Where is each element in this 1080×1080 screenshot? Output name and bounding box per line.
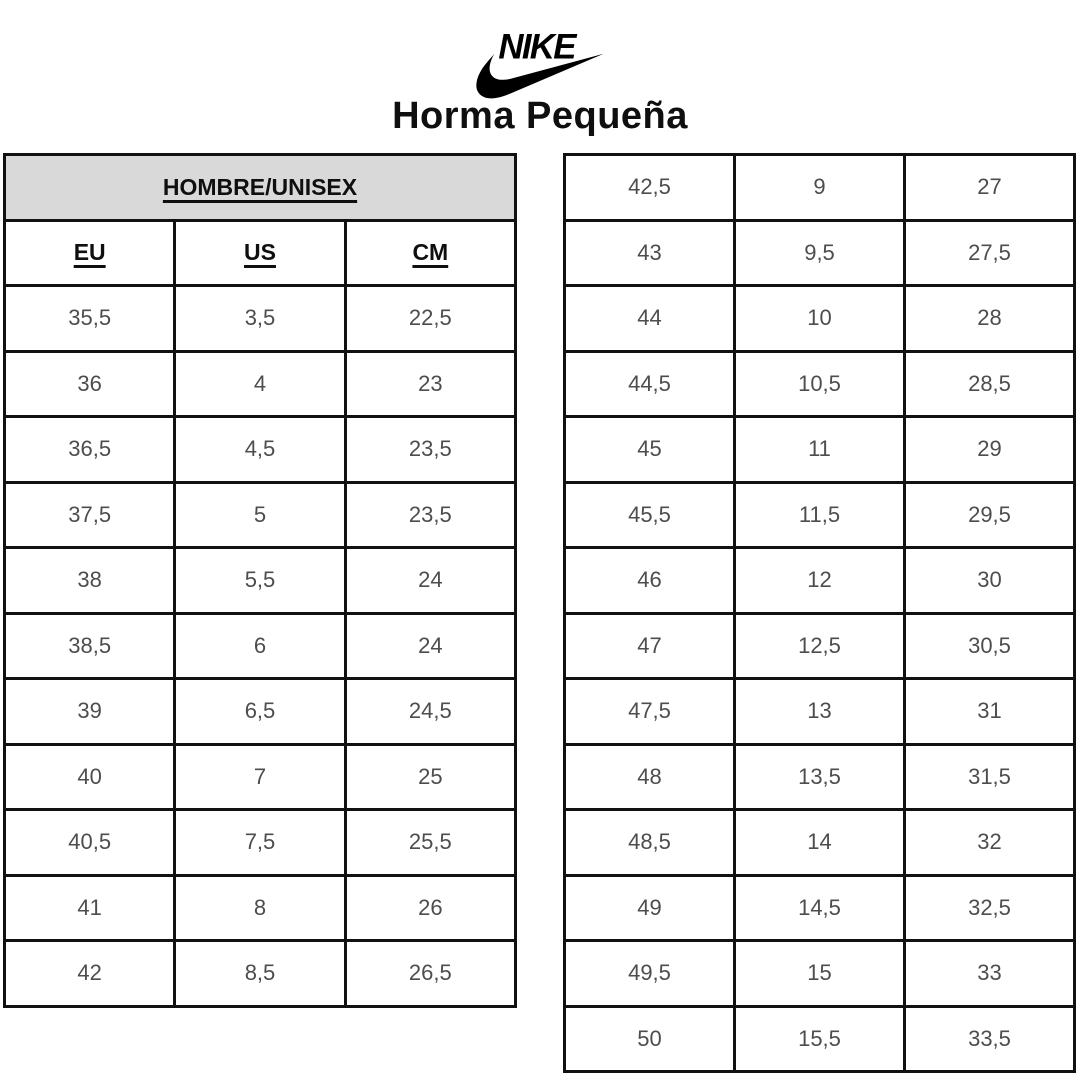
size-cell: 7,5 <box>175 810 345 876</box>
size-row <box>5 417 516 483</box>
size-cell: 36,5 <box>5 417 175 483</box>
size-cell: 13 <box>735 679 905 745</box>
size-row <box>5 875 516 941</box>
size-cell: 12 <box>735 548 905 614</box>
size-cell: 40 <box>5 744 175 810</box>
column-header-us <box>175 220 345 286</box>
size-cell: 30 <box>905 548 1075 614</box>
size-table-left <box>3 153 517 1008</box>
size-cell: 38,5 <box>5 613 175 679</box>
size-cell: 38 <box>5 548 175 614</box>
size-row <box>565 548 1075 614</box>
size-row <box>565 941 1075 1007</box>
size-cell: 49 <box>565 875 735 941</box>
size-cell: 48,5 <box>565 810 735 876</box>
size-row <box>565 155 1075 221</box>
size-cell: 28 <box>905 286 1075 352</box>
size-cell: 24,5 <box>345 679 515 745</box>
size-cell: 45 <box>565 417 735 483</box>
size-row <box>565 810 1075 876</box>
size-cell: 41 <box>5 875 175 941</box>
size-cell: 7 <box>175 744 345 810</box>
nike-logo-text: NIKE <box>498 27 575 67</box>
size-row <box>565 351 1075 417</box>
size-cell: 33 <box>905 941 1075 1007</box>
size-cell: 29,5 <box>905 482 1075 548</box>
size-cell: 37,5 <box>5 482 175 548</box>
size-row <box>5 351 516 417</box>
size-cell: 47,5 <box>565 679 735 745</box>
size-row <box>565 679 1075 745</box>
size-row <box>5 286 516 352</box>
size-row <box>5 548 516 614</box>
left-table-body <box>5 286 516 1007</box>
size-cell: 31,5 <box>905 744 1075 810</box>
size-cell: 27,5 <box>905 220 1075 286</box>
size-cell: 14,5 <box>735 875 905 941</box>
size-row <box>565 417 1075 483</box>
size-cell: 9,5 <box>735 220 905 286</box>
size-cell: 33,5 <box>905 1006 1075 1072</box>
size-cell: 15,5 <box>735 1006 905 1072</box>
size-cell: 28,5 <box>905 351 1075 417</box>
size-cell: 10,5 <box>735 351 905 417</box>
size-cell: 6,5 <box>175 679 345 745</box>
size-row <box>5 679 516 745</box>
column-header-cm <box>345 220 515 286</box>
size-row <box>565 613 1075 679</box>
size-cell: 4 <box>175 351 345 417</box>
size-table-right <box>563 153 1076 1073</box>
size-cell: 25,5 <box>345 810 515 876</box>
column-header-eu <box>5 220 175 286</box>
size-row <box>5 941 516 1007</box>
right-table-body <box>565 155 1075 1072</box>
size-row <box>565 220 1075 286</box>
size-row <box>5 613 516 679</box>
size-cell: 36 <box>5 351 175 417</box>
size-cell: 44 <box>565 286 735 352</box>
nike-logo <box>476 26 604 99</box>
column-header-row <box>5 220 516 286</box>
size-cell: 25 <box>345 744 515 810</box>
size-cell: 47 <box>565 613 735 679</box>
size-cell: 5 <box>175 482 345 548</box>
size-cell: 42 <box>5 941 175 1007</box>
size-cell: 22,5 <box>345 286 515 352</box>
size-cell: 29 <box>905 417 1075 483</box>
size-row <box>565 286 1075 352</box>
size-cell: 43 <box>565 220 735 286</box>
column-header-us-label: US <box>244 239 276 266</box>
size-cell: 32,5 <box>905 875 1075 941</box>
size-cell: 8,5 <box>175 941 345 1007</box>
brand-header <box>0 26 1080 99</box>
size-row <box>565 1006 1075 1072</box>
group-header-label: HOMBRE/UNISEX <box>162 173 358 200</box>
size-cell: 23,5 <box>345 417 515 483</box>
size-cell: 27 <box>905 155 1075 221</box>
size-cell: 14 <box>735 810 905 876</box>
size-row <box>565 875 1075 941</box>
size-cell: 24 <box>345 613 515 679</box>
size-row <box>565 744 1075 810</box>
size-row <box>5 744 516 810</box>
size-cell: 31 <box>905 679 1075 745</box>
size-cell: 45,5 <box>565 482 735 548</box>
size-cell: 6 <box>175 613 345 679</box>
size-cell: 26,5 <box>345 941 515 1007</box>
size-cell: 39 <box>5 679 175 745</box>
size-cell: 30,5 <box>905 613 1075 679</box>
size-cell: 23,5 <box>345 482 515 548</box>
size-cell: 50 <box>565 1006 735 1072</box>
size-cell: 15 <box>735 941 905 1007</box>
size-cell: 49,5 <box>565 941 735 1007</box>
size-row <box>565 482 1075 548</box>
size-row <box>5 482 516 548</box>
size-cell: 9 <box>735 155 905 221</box>
column-header-cm-label: CM <box>412 239 449 266</box>
size-cell: 44,5 <box>565 351 735 417</box>
group-header-cell <box>5 155 516 221</box>
size-cell: 3,5 <box>175 286 345 352</box>
column-header-eu-label: EU <box>73 239 106 266</box>
size-cell: 5,5 <box>175 548 345 614</box>
size-cell: 13,5 <box>735 744 905 810</box>
size-cell: 11 <box>735 417 905 483</box>
size-cell: 12,5 <box>735 613 905 679</box>
size-cell: 10 <box>735 286 905 352</box>
size-cell: 48 <box>565 744 735 810</box>
size-cell: 24 <box>345 548 515 614</box>
size-cell: 26 <box>345 875 515 941</box>
size-cell: 42,5 <box>565 155 735 221</box>
size-row <box>5 810 516 876</box>
group-header-row <box>5 155 516 221</box>
left-table-head <box>5 155 516 286</box>
size-cell: 32 <box>905 810 1075 876</box>
size-cell: 35,5 <box>5 286 175 352</box>
size-cell: 23 <box>345 351 515 417</box>
size-cell: 40,5 <box>5 810 175 876</box>
size-cell: 46 <box>565 548 735 614</box>
size-cell: 11,5 <box>735 482 905 548</box>
size-cell: 8 <box>175 875 345 941</box>
page-title: Horma Pequeña <box>392 95 688 137</box>
size-cell: 4,5 <box>175 417 345 483</box>
